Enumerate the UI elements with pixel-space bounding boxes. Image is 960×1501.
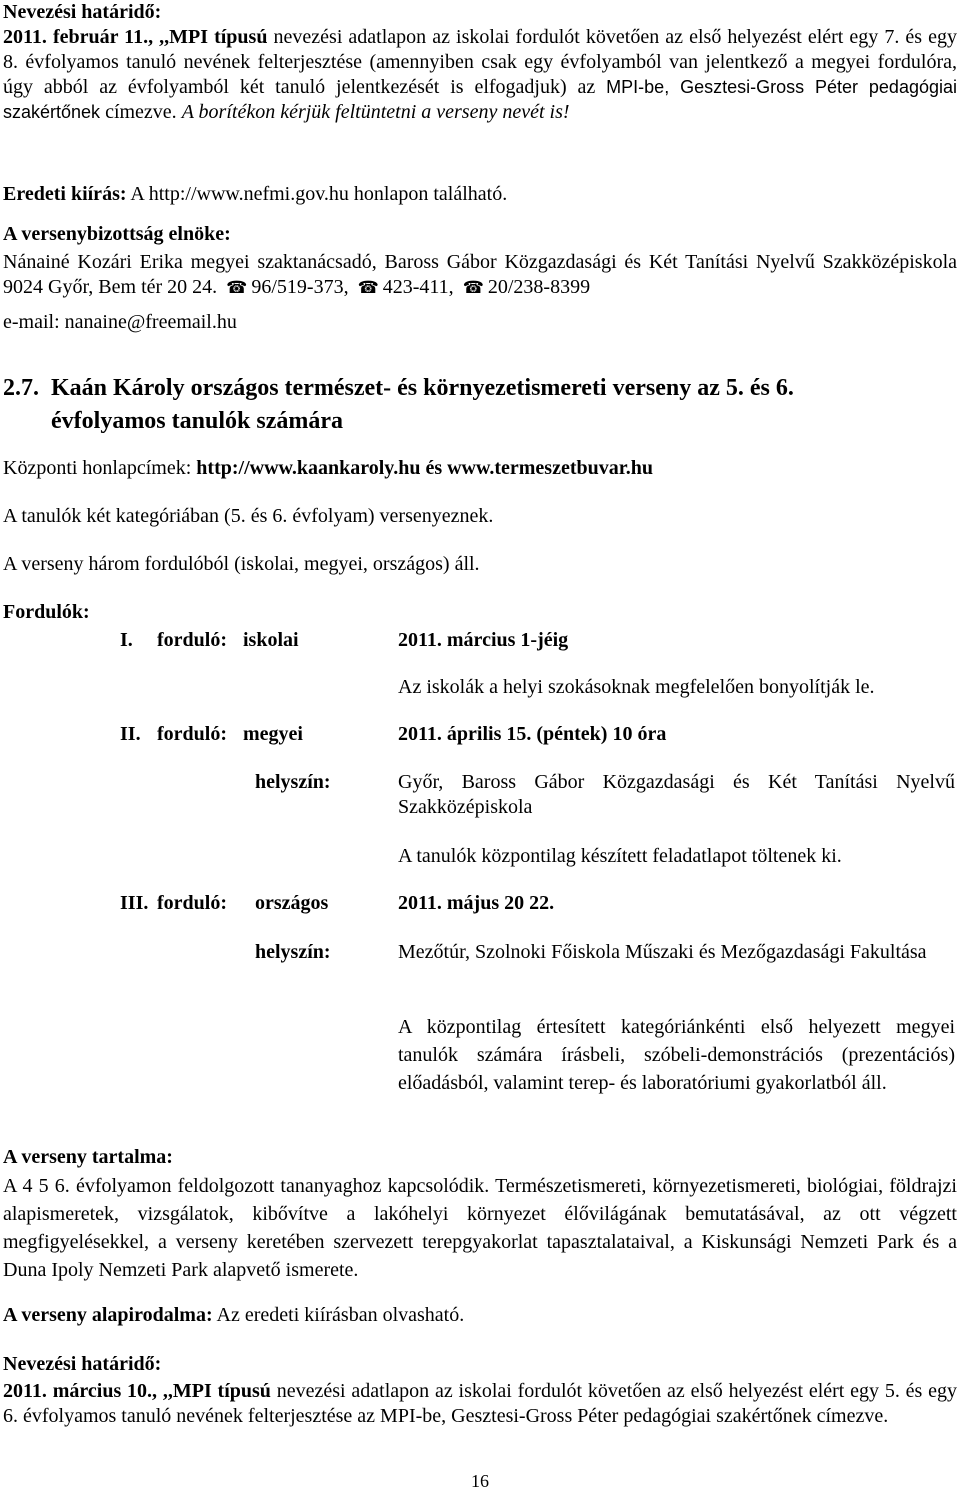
nevezes-heading-2: Nevezési határidő: xyxy=(3,1353,162,1375)
round-3-type: országos xyxy=(255,892,329,914)
nevezes-paragraph-2: 2011. március 10., ,,MPI típusú nevezési adatlapon az iskolai fordulót követően az első helyezést elért egy 5. és egy 6. évfolyamos tanuló nevének felterjesztése az MPI-be, Gesztesi-Gross Péter pedagógiai szakértőnek címezve. xyxy=(3,1380,957,1427)
round-2-type: megyei xyxy=(243,723,303,745)
round-1-type: iskolai xyxy=(243,629,299,651)
nevezes2-date: 2011. március 10., xyxy=(3,1380,158,1402)
round-2-place: Győr, Baross Gábor Közgazdasági és Két Tanítási Nyelvű Szakközépiskola xyxy=(398,771,955,818)
phone-3: 20/238-8399 xyxy=(487,276,591,298)
nevezes-text-2: címezve. xyxy=(100,101,182,123)
elnok-email: e-mail: nanaine@freemail.hu xyxy=(3,311,237,333)
round-1-date: 2011. március 1-jéig xyxy=(398,629,569,651)
nevezes2-text: nevezési adatlapon az iskolai fordulót követően az első helyezést elért egy 5. és egy 6. évfolyamos tanuló nevének felterjesztése az MPI-be, Gesztesi-Gross Péter pedagógiai szakértőnek címezve. xyxy=(3,1380,957,1427)
phone-icon: ☎ xyxy=(357,278,379,297)
round-2-label: forduló: xyxy=(157,723,227,745)
round-1-label: forduló: xyxy=(157,629,227,651)
section-number: 2.7. xyxy=(3,375,39,401)
section-title-line2: évfolyamos tanulók számára xyxy=(51,408,343,434)
quote-open: ,, xyxy=(153,26,170,48)
kozponti-links: http://www.kaankaroly.hu és www.termeszetbuvar.hu xyxy=(196,457,654,479)
round-2-num: II. xyxy=(120,723,141,745)
nevezes-date: 2011. február 11., xyxy=(3,26,154,48)
elnok-details xyxy=(3,250,957,300)
tartalom-text: A 4 5 6. évfolyamon feldolgozott tananyaghoz kapcsolódik. Természetismereti, környezetismereti, biológiai, földrajzi alapismeretek, vizsgálatok, kibővítve a lakóhelyi környezet élővilágának bemutatásával, az ott végzett megfigyelésekkel, a verseny keretében szervezett terepgyakorlat tapasztalataival, a Kiskunsági Nemzeti Park és a Duna Ipoly Nemzeti Park alapvető ismerete. xyxy=(3,1175,957,1281)
page-number: 16 xyxy=(471,1471,489,1491)
kozponti-honlap xyxy=(3,456,957,481)
eredeti-label: Eredeti kiírás: xyxy=(3,183,127,205)
round-3-place-label: helyszín: xyxy=(255,941,331,963)
fordulok-heading: Fordulók: xyxy=(3,601,90,623)
nevezes-text-1: nevezési adatlapon az iskolai fordulót követően az első helyezést elért egy 7. és egy 8. évfolyamos tanuló nevének felterjesztése (amennyiben csak egy évfolyamból van jelentkező a megyei fordulóra, úgy abból az évfolyamból két tanuló jelentkezését is elfogadjuk) az xyxy=(3,26,958,98)
phone-2: 423-411, xyxy=(382,276,454,298)
phone-1: 96/519-373, xyxy=(251,276,349,298)
envelope-note: A borítékon kérjük feltüntetni a verseny nevét is! xyxy=(181,101,570,123)
kategoria-text: A tanulók két kategóriában (5. és 6. évfolyam) versenyeznek. xyxy=(3,505,494,527)
section-title-line1: Kaán Károly országos természet- és környezetismereti verseny az 5. és 6. xyxy=(51,375,794,401)
round-3-label: forduló: xyxy=(157,892,227,914)
round-3-place: Mezőtúr, Szolnoki Főiskola Műszaki és Mezőgazdasági Fakultása xyxy=(398,941,927,963)
round-1-note: Az iskolák a helyi szokásoknak megfelelően bonyolítják le. xyxy=(398,676,875,698)
alapirodalom-label: A verseny alapirodalma: xyxy=(3,1304,213,1326)
alapirodalom xyxy=(3,1303,957,1328)
eredeti-text: A http://www.nefmi.gov.hu honlapon található. xyxy=(126,183,508,205)
round-2-note: A tanulók központilag készített feladatlapot töltenek ki. xyxy=(398,845,842,867)
round-3-note: A központilag értesített kategóriánkénti első helyezett megyei tanulók számára írásbeli, szóbeli-demonstrációs (prezentációs) előadásból, valamint terep- és laboratóriumi gyakorlatból áll. xyxy=(398,1016,955,1094)
fordulok-intro: A verseny három fordulóból (iskolai, megyei, országos) áll. xyxy=(3,553,480,575)
phone-icon: ☎ xyxy=(462,278,484,297)
elnok-text: Nánainé Kozári Erika megyei szaktanácsadó, Baross Gábor Közgazdasági és Két Tanítási Nyelvű Szakközépiskola 9024 Győr, Bem tér 20 24. xyxy=(3,251,957,298)
round-2-place-label: helyszín: xyxy=(255,771,331,793)
nevezes-heading-label: Nevezési határidő: xyxy=(3,1,162,23)
mpi-recipient: MPI-be, Gesztesi-Gross Péter pedagógiai szakértőnek xyxy=(3,77,957,122)
round-3-date: 2011. május 20 22. xyxy=(398,892,555,914)
round-2-date: 2011. április 15. (péntek) 10 óra xyxy=(398,723,667,745)
mpi2-label: MPI típusú xyxy=(172,1380,271,1402)
nevezes-heading-1 xyxy=(3,0,957,25)
section-title xyxy=(3,373,957,404)
alapirodalom-text: Az eredeti kiírásban olvasható. xyxy=(212,1304,465,1326)
elnok-heading: A versenybizottság elnöke: xyxy=(3,223,231,245)
round-3-num: III. xyxy=(120,892,149,914)
tartalom-heading: A verseny tartalma: xyxy=(3,1146,173,1168)
eredeti-kiiras xyxy=(3,182,957,207)
nevezes-paragraph-1 xyxy=(3,25,957,125)
kozponti-label: Központi honlapcímek: xyxy=(3,457,197,479)
round-1-num: I. xyxy=(120,629,133,651)
phone-icon: ☎ xyxy=(226,278,248,297)
mpi-label: MPI típusú xyxy=(169,26,268,48)
